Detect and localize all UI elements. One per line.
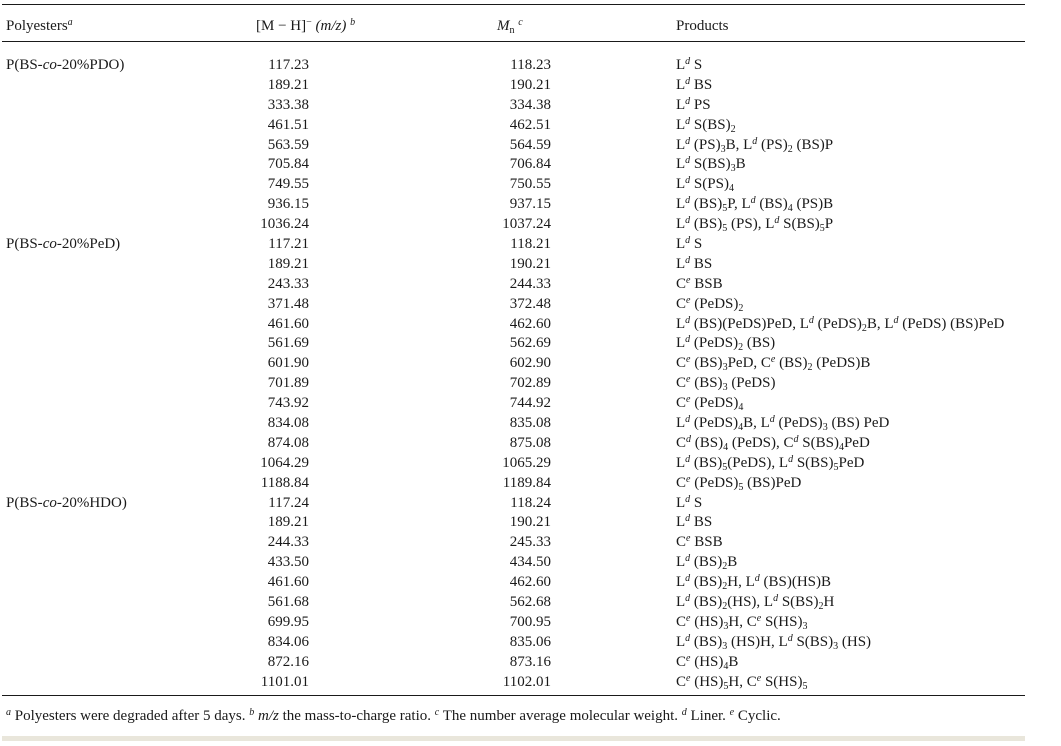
polyester-cell: P(BS-co-20%PDO) [6,57,125,73]
table-row [0,354,1061,374]
header-rule [2,41,1025,42]
table-row [0,394,1061,414]
footnote-text: The number average molecular weight. [442,708,679,724]
footnote-text: Cyclic. [737,708,781,724]
mn-cell: 462.60 [509,574,551,591]
mass-cell: 461.60 [267,315,309,332]
mn-cell: 873.16 [509,653,551,670]
mn-cell: 190.21 [509,514,551,531]
mn-cell: 875.08 [509,434,551,451]
mass-cell: 333.38 [267,96,309,113]
product-cell: $L^d$ $(BS)_2B$ [676,553,738,573]
product-cell: $L^d$ PS [676,95,711,113]
table-row [0,175,1061,195]
table-row [0,315,1061,335]
table-row [0,195,1061,215]
product-cell: Ce $(PeDS)_2$ [676,294,744,314]
mn-cell: 700.95 [509,613,551,630]
footnotes: $^a$ Polyesters were degraded after 5 days. $^b$ m/z the mass-to-charge ratio. $^c$ The number average molecular weight. $^d$ Liner. $^e$ Cyclic. [6,707,781,724]
mn-cell: 1102.01 [502,673,551,690]
polyester-cell: P(BS-co-20%PeD) [6,236,121,253]
table-row [0,673,1061,693]
mn-cell: 118.23 [510,57,551,73]
header-polyesters: Polyesters$^a$ [6,17,73,34]
mn-cell: 750.55 [509,176,551,193]
mn-cell: 835.08 [509,415,551,432]
product-cell: Ce $(BS)_3$ (PeDS) [676,374,776,394]
product-cell: $L^d$ $(PeDS)_2$ (BS) [676,334,776,354]
mass-cell: 117.21 [268,236,309,253]
table-row [0,653,1061,673]
product-cell: $L^d$ $S(PS)_4$ [676,175,734,195]
header-products: Products [676,18,729,34]
mass-cell: 705.84 [267,156,309,173]
mass-cell: 749.55 [267,176,309,193]
top-rule [2,4,1025,5]
product-cell: $L^d$ S [676,235,703,253]
table-row [0,76,1061,96]
table-row [0,474,1061,494]
product-cell: $L^d$ $(BS)_5(PeDS)$, $L^d$ $S(BS)_5PeD$ [676,453,865,473]
table-row [0,136,1061,156]
table-row [0,56,1061,76]
mass-cell: 699.95 [267,613,309,630]
polyester-cell: P(BS-co-20%HDO) [6,494,127,511]
footnote-mark: b [249,707,255,718]
mass-cell: 117.24 [268,494,309,511]
mn-cell: 602.90 [509,355,551,372]
product-cell: $L^d$ $(BS)_5P$, $L^d$ $(BS)_4$ (PS)B [676,195,834,215]
product-cell: $L^d$ BS [676,75,713,93]
mn-cell: 562.69 [509,335,551,352]
header-mass: [M − H]− (m/z) $^b$ [256,17,356,34]
product-cell: Ce $(BS)_3PeD$, Ce $(BS)_2$ (PeDS)B [676,354,871,374]
mass-cell: 244.33 [267,534,309,551]
footnote-mark: a [6,707,11,718]
table-row [0,633,1061,653]
footnote-text: Liner. [690,708,726,724]
mn-cell: 937.15 [509,196,551,213]
mn-cell: 244.33 [509,275,551,292]
page-edge-band [2,736,1025,741]
mass-cell: 461.60 [267,574,309,591]
product-cell: $L^d$ $(PS)_3B$, $L^d$ $(PS)_2$ (BS)P [676,135,834,155]
mass-cell: 874.08 [267,434,309,451]
mn-cell: 1037.24 [502,216,551,233]
mass-cell: 561.68 [267,594,309,611]
product-cell: Ce BSB [676,533,723,551]
mass-cell: 371.48 [267,295,309,312]
mass-cell: 117.23 [268,57,309,73]
footnote-mark: c [434,707,440,718]
mn-cell: 702.89 [509,375,551,392]
table-row [0,116,1061,136]
mass-cell: 701.89 [267,375,309,392]
mn-cell: 562.68 [509,594,551,611]
header-mn: $M_n$ $^c$ [497,17,523,36]
table-row [0,334,1061,354]
table-row [0,533,1061,553]
mn-cell: 118.24 [510,494,551,511]
footnote-text: the mass-to-charge ratio. [282,708,432,724]
table-row [0,613,1061,633]
table-row [0,414,1061,434]
table-row [0,235,1061,255]
table-row [0,573,1061,593]
product-cell: $L^d$ $(BS)_2(HS)$, $L^d$ $S(BS)_2H$ [676,593,835,613]
mass-cell: 1064.29 [260,454,309,471]
mn-cell: 706.84 [509,156,551,173]
footnote-mark: e [729,707,735,718]
table-row [0,275,1061,295]
mass-cell: 1188.84 [260,474,309,491]
product-cell: Ce $(HS)_5H$, Ce $S(HS)_5$ [676,672,808,692]
product-cell: $C^d$ $(BS)_4$ (PeDS), $C^d$ $S(BS)_4PeD$ [676,433,870,453]
product-cell: $L^d$ $(BS)_2H$, $L^d$ (BS)(HS)B [676,573,832,593]
mn-cell: 744.92 [509,395,551,412]
mass-cell: 461.51 [267,116,309,133]
table-row [0,593,1061,613]
footnote-mark: d [681,707,687,718]
product-cell: $L^d$ $S(BS)_2$ [676,115,736,135]
mn-cell: 564.59 [509,136,551,153]
product-cell: $L^d$ BS [676,513,713,531]
mass-cell: 561.69 [267,335,309,352]
product-cell: $L^d$ (BS)(PeDS)PeD, $L^d$ $(PeDS)_2B$, $L^d$ (PeDS) (BS)PeD [676,314,1005,334]
mass-cell: 243.33 [267,275,309,292]
table-row [0,513,1061,533]
mass-cell: 936.15 [267,196,309,213]
mn-cell: 372.48 [509,295,551,312]
product-cell: $L^d$ S [676,493,703,511]
product-cell: Ce $(HS)_4B$ [676,652,739,672]
mass-cell: 563.59 [267,136,309,153]
table-row [0,215,1061,235]
bottom-rule [2,695,1025,696]
mass-cell: 433.50 [267,554,309,571]
mn-cell: 462.60 [509,315,551,332]
mn-cell: 118.21 [510,236,551,253]
product-cell: Ce $(PeDS)_4$ [676,394,744,414]
mass-cell: 834.06 [267,633,309,650]
mass-cell: 743.92 [267,395,309,412]
table-body [0,56,1061,693]
mn-cell: 190.21 [509,76,551,93]
mass-cell: 189.21 [267,76,309,93]
footnote-text: Polyesters were degraded after 5 days. [14,708,246,724]
product-cell: $L^d$ $S(BS)_3B$ [676,155,746,175]
mass-cell: 872.16 [267,653,309,670]
product-cell: $L^d$ $(BS)_5$ (PS), $L^d$ $S(BS)_5P$ [676,215,834,235]
mn-cell: 1189.84 [502,474,551,491]
mn-cell: 334.38 [509,96,551,113]
table-row [0,553,1061,573]
table-row [0,374,1061,394]
mn-cell: 462.51 [509,116,551,133]
mass-cell: 834.08 [267,415,309,432]
mn-cell: 835.06 [509,633,551,650]
table-row [0,155,1061,175]
mass-cell: 601.90 [267,355,309,372]
mn-cell: 245.33 [509,534,551,551]
product-cell: $L^d$ $(BS)_3$ (HS)H, $L^d$ $S(BS)_3$ (HS) [676,632,872,652]
table-row [0,255,1061,275]
table-row [0,434,1061,454]
table-row [0,96,1061,116]
product-cell: $L^d$ $(PeDS)_4B$, $L^d$ $(PeDS)_3$ (BS) PeD [676,414,890,434]
product-cell: $L^d$ S [676,56,703,73]
mass-cell: 189.21 [267,514,309,531]
mass-cell: 1101.01 [260,673,309,690]
mn-cell: 190.21 [509,255,551,272]
product-cell: $L^d$ BS [676,254,713,272]
product-cell: Ce BSB [676,274,723,292]
mass-cell: 189.21 [267,255,309,272]
mass-cell: 1036.24 [260,216,309,233]
mn-cell: 434.50 [509,554,551,571]
table-row [0,494,1061,514]
product-cell: Ce $(PeDS)_5$ (BS)PeD [676,473,802,493]
table-row [0,295,1061,315]
product-cell: Ce $(HS)_3H$, Ce $S(HS)_3$ [676,612,808,632]
mn-cell: 1065.29 [502,454,551,471]
table-row [0,454,1061,474]
